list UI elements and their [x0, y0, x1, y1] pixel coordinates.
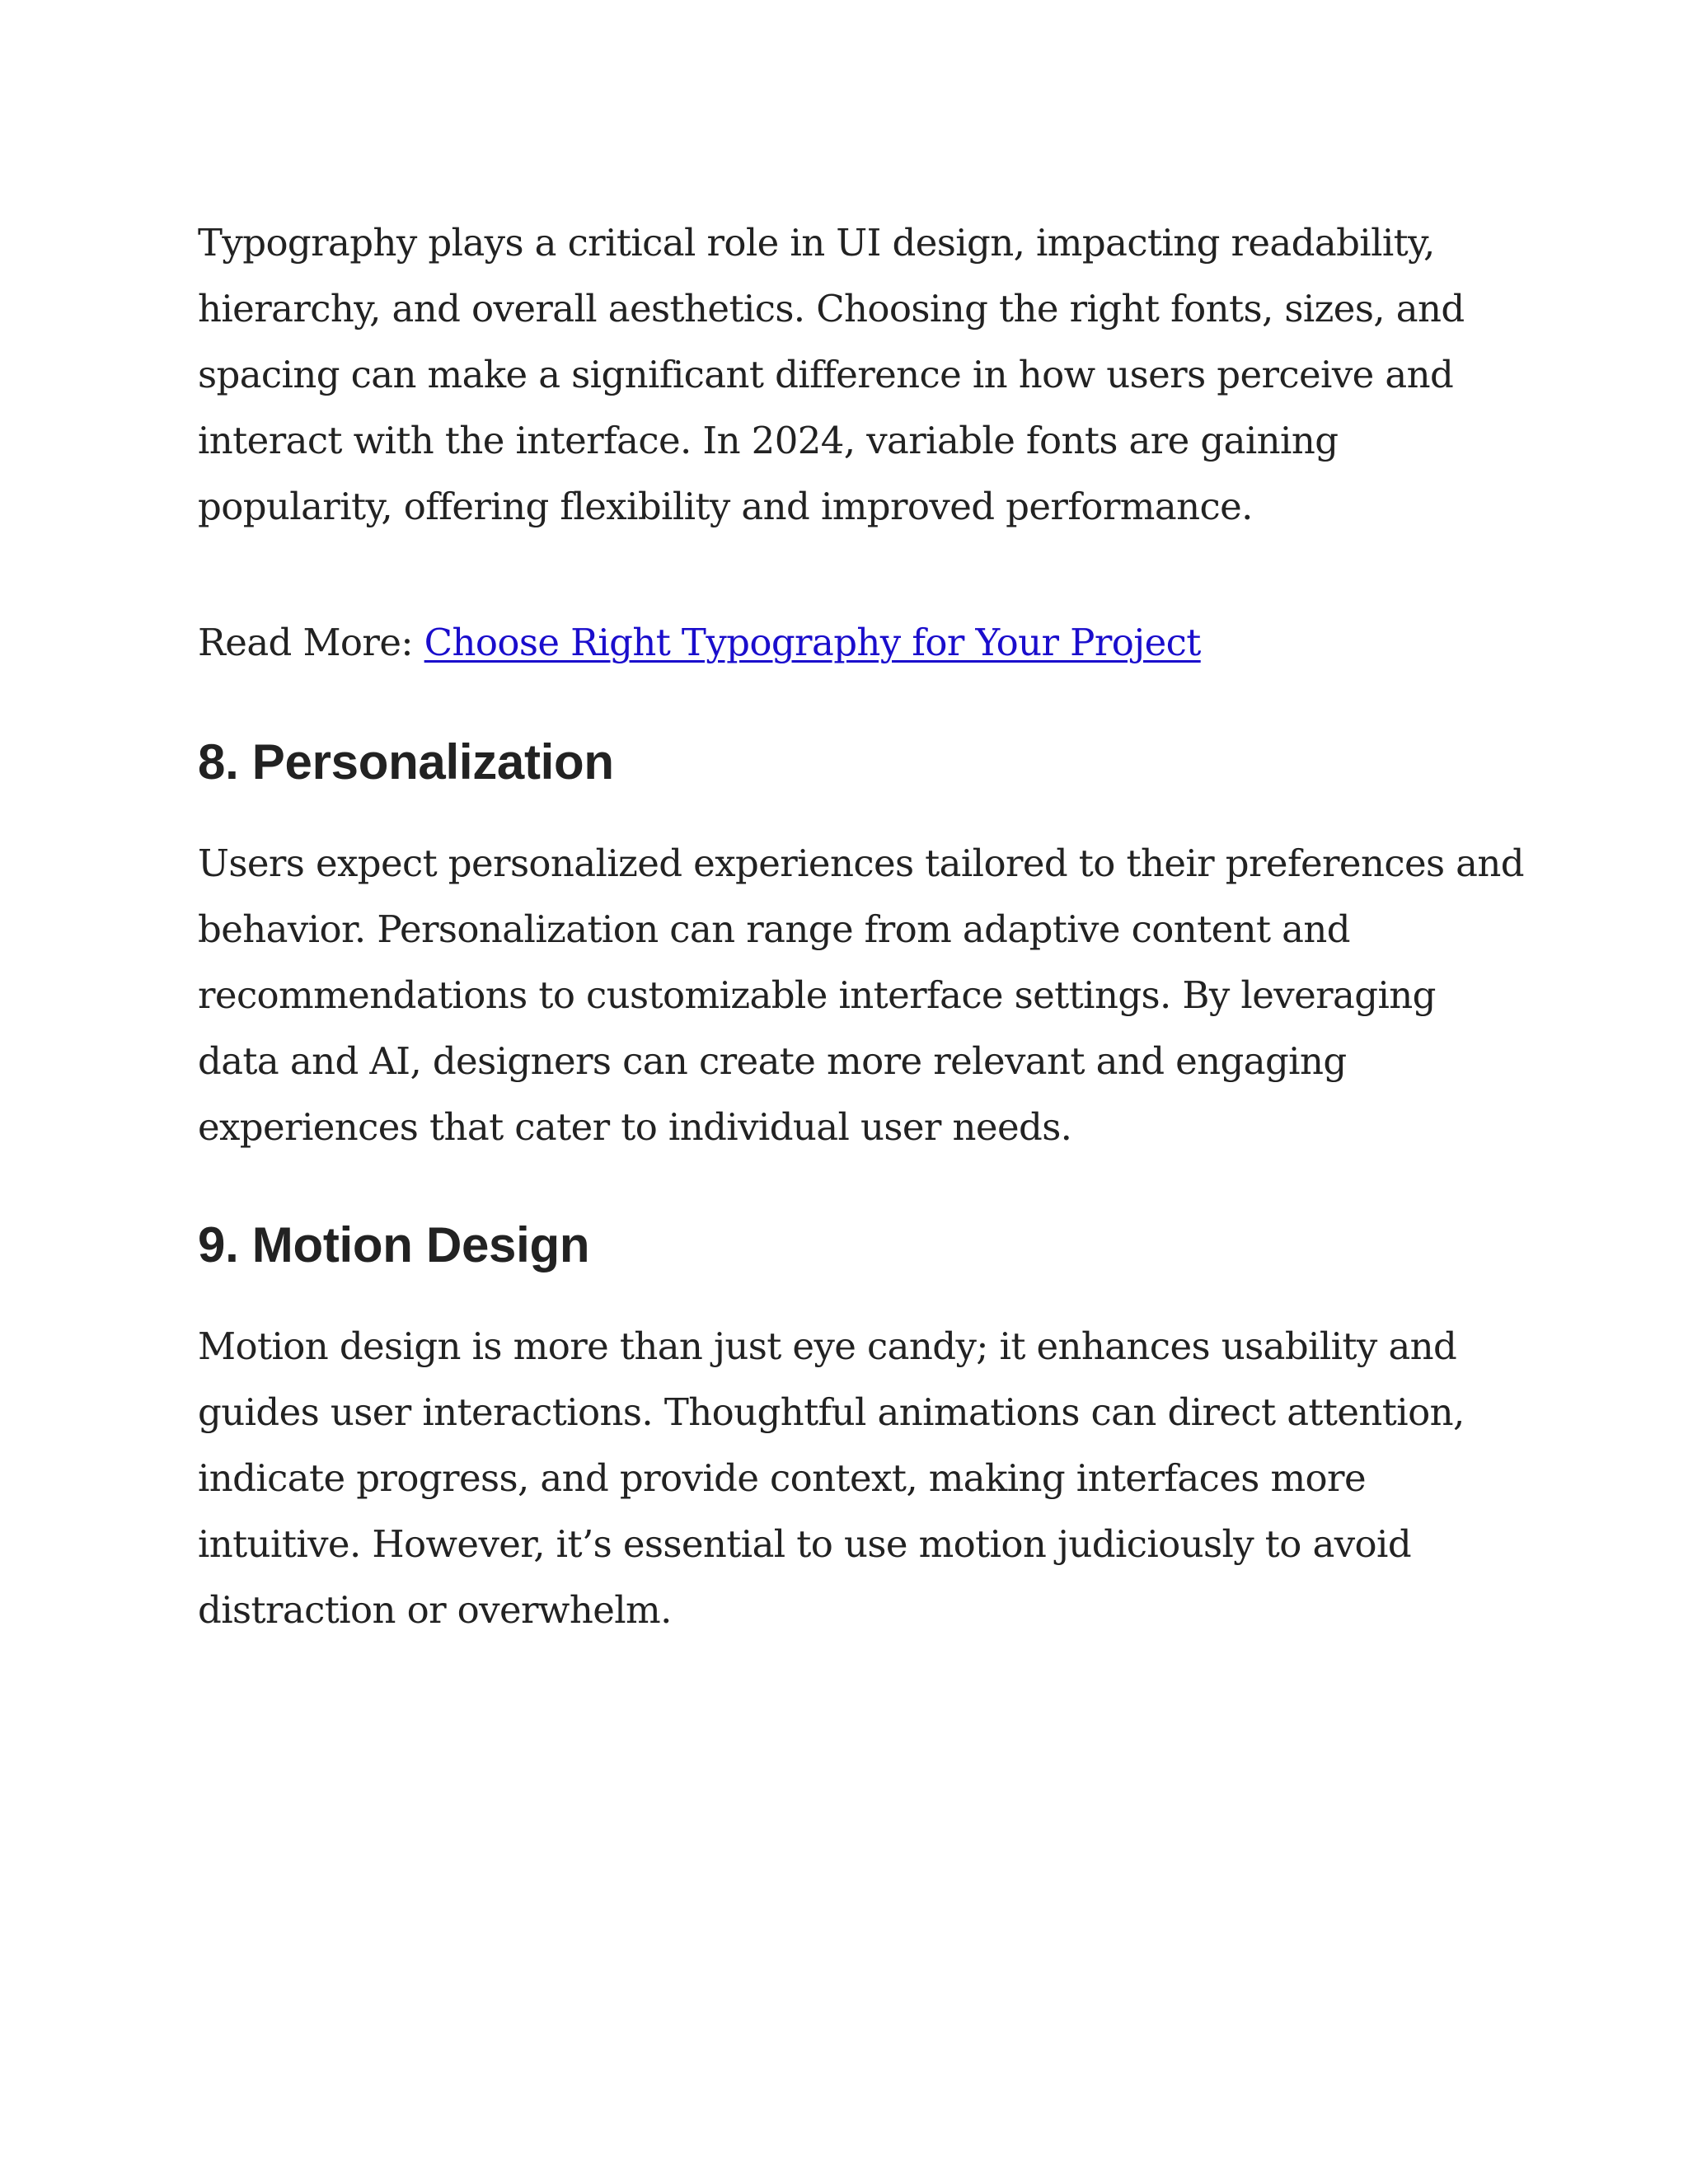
paragraph-line: data and AI, designers can create more relevant and engaging — [198, 1039, 1347, 1083]
paragraph-line: experiences that cater to individual user needs. — [198, 1105, 1072, 1149]
article-content — [198, 210, 1524, 1699]
read-more-paragraph — [198, 610, 1517, 676]
paragraph-line: indicate progress, and provide context, making interfaces more — [198, 1456, 1366, 1500]
read-more-link[interactable]: Choose Right Typography for Your Project — [424, 621, 1201, 664]
paragraph-line: popularity, offering flexibility and improved performance. — [198, 485, 1253, 528]
paragraph-line: spacing can make a significant difference in how users perceive and — [198, 353, 1454, 396]
paragraph-line: intuitive. However, it’s essential to use motion judiciously to avoid — [198, 1522, 1412, 1566]
paragraph-line: Motion design is more than just eye candy; it enhances usability and — [198, 1324, 1457, 1368]
personalization-paragraph — [198, 831, 1524, 1160]
intro-paragraph — [198, 210, 1517, 540]
motion-design-paragraph — [198, 1314, 1517, 1643]
section-heading-motion-design: 9. Motion Design — [198, 1217, 590, 1272]
read-more-label: Read More: — [198, 621, 424, 664]
paragraph-line: distraction or overwhelm. — [198, 1588, 672, 1632]
paragraph-line: hierarchy, and overall aesthetics. Choosing the right fonts, sizes, and — [198, 287, 1465, 330]
paragraph-line: guides user interactions. Thoughtful animations can direct attention, — [198, 1390, 1465, 1434]
section-heading-personalization: 8. Personalization — [198, 734, 614, 790]
paragraph-line: Typography plays a critical role in UI design, impacting readability, — [198, 221, 1435, 265]
paragraph-line: interact with the interface. In 2024, variable fonts are gaining — [198, 419, 1339, 462]
paragraph-line: recommendations to customizable interface settings. By leveraging — [198, 973, 1436, 1017]
paragraph-line: Users expect personalized experiences tailored to their preferences and — [198, 841, 1524, 885]
paragraph-line: behavior. Personalization can range from adaptive content and — [198, 907, 1350, 951]
